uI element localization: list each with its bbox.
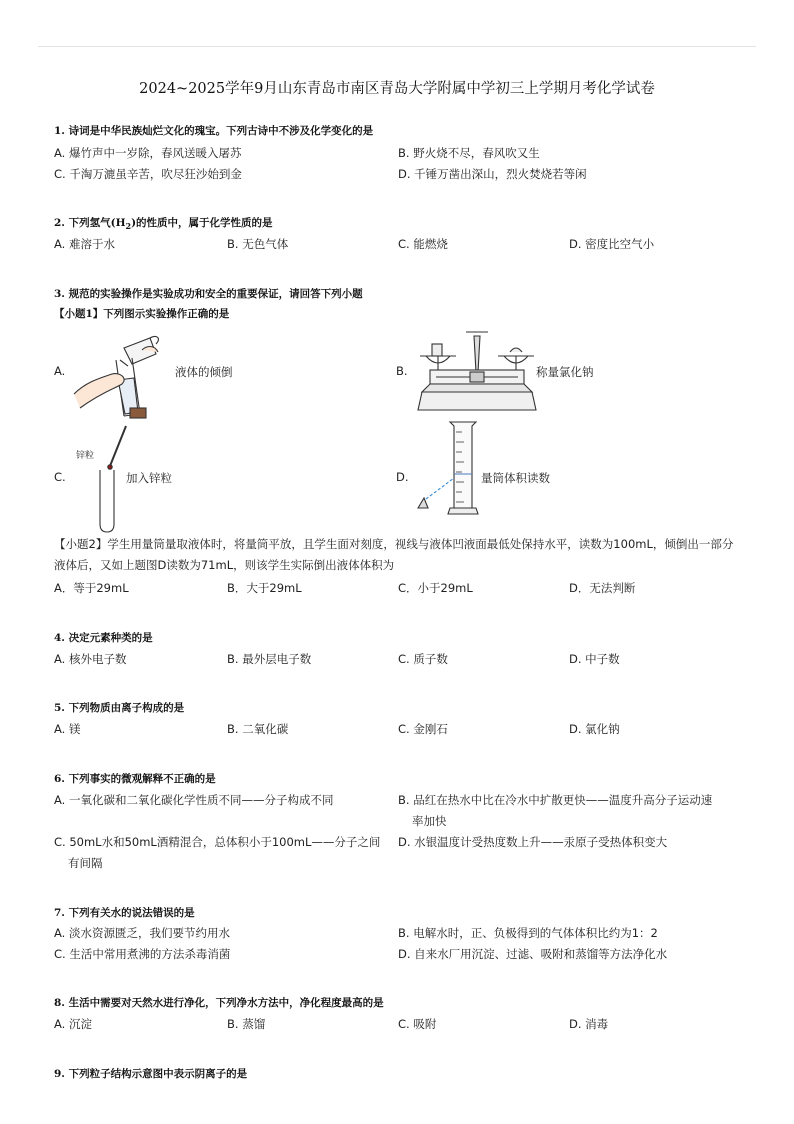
fig-a-label: 液体的倾倒: [175, 365, 233, 379]
q7-option-d: D. 自来水厂用沉淀、过滤、吸附和蒸馏等方法净化水: [398, 947, 668, 961]
fig-d-cylinder-illustration: [414, 418, 484, 520]
q3-option-c: C．小于29mL: [398, 581, 473, 595]
q7-option-c: C. 生活中常用煮沸的方法杀毒消菌: [54, 947, 231, 961]
fig-b-balance-illustration: [416, 330, 538, 412]
q8-option-b: B. 蒸馏: [227, 1017, 266, 1031]
q3-option-a: A．等于29mL: [54, 581, 129, 595]
q2-option-d: D. 密度比空气小: [569, 237, 655, 251]
q4-option-b: B. 最外层电子数: [227, 652, 312, 666]
fig-c-letter: C.: [54, 470, 66, 484]
q3-option-b: B．大于29mL: [227, 581, 302, 595]
q5-option-b: B. 二氧化碳: [227, 722, 289, 736]
q8-stem: 8. 生活中需要对天然水进行净化，下列净水方法中，净化程度最高的是: [54, 997, 384, 1009]
q3-sub1: 【小题1】下列图示实验操作正确的是: [54, 308, 230, 320]
q1-option-b: B. 野火烧不尽，春风吹又生: [398, 146, 540, 160]
fig-c-tag: 锌粒: [76, 451, 95, 461]
q6-option-b-line2: 率加快: [412, 814, 447, 828]
q3-option-d: D．无法判断: [569, 581, 636, 595]
fig-b-label: 称量氯化钠: [536, 365, 594, 379]
q4-stem: 4. 决定元素种类的是: [54, 632, 153, 644]
q2-stem: [54, 215, 273, 231]
q9-stem: 9. 下列粒子结构示意图中表示阴离子的是: [54, 1068, 248, 1080]
q8-option-a: A. 沉淀: [54, 1017, 92, 1031]
q5-option-c: C. 金刚石: [398, 722, 448, 736]
q8-option-c: C. 吸附: [398, 1017, 437, 1031]
fig-d-letter: D.: [396, 470, 409, 484]
q7-stem: 7. 下列有关水的说法错误的是: [54, 907, 195, 919]
q5-option-d: D. 氯化钠: [569, 722, 620, 736]
q2-option-b: B. 无色气体: [227, 237, 289, 251]
q1-option-d: D. 千锤万凿出深山，烈火焚烧若等闲: [398, 167, 587, 181]
q7-option-b: B. 电解水时，正、负极得到的气体体积比约为1：2: [398, 926, 658, 940]
q4-option-d: D. 中子数: [569, 652, 620, 666]
q6-stem: 6. 下列事实的微观解释不正确的是: [54, 773, 216, 785]
q2-stem-pre: 2. 下列氢气(H: [54, 217, 126, 229]
q3-stem: 3. 规范的实验操作是实验成功和安全的重要保证，请回答下列小题: [54, 288, 363, 300]
q6-option-a: A. 一氧化碳和二氧化碳化学性质不同——分子构成不同: [54, 793, 334, 807]
q1-option-c: C. 千淘万漉虽辛苦，吹尽狂沙始到金: [54, 167, 242, 181]
q1-stem: 1. 诗词是中华民族灿烂文化的瑰宝。下列古诗中不涉及化学变化的是: [54, 125, 374, 137]
fig-c-test-tube-illustration: [96, 404, 156, 534]
fig-b-letter: B.: [396, 364, 408, 378]
q6-option-c-line1: C. 50mL水和50mL酒精混合，总体积小于100mL——分子之间: [54, 835, 381, 849]
q6-option-d: D. 水银温度计受热度数上升——汞原子受热体积变大: [398, 835, 668, 849]
q2-stem-post: )的性质中，属于化学性质的是: [131, 217, 273, 229]
header-divider: [38, 46, 756, 47]
q2-option-a: A. 难溶于水: [54, 237, 115, 251]
q5-stem: 5. 下列物质由离子构成的是: [54, 702, 185, 714]
fig-a-letter: A.: [54, 364, 66, 378]
page-title: 2024~2025学年9月山东青岛市南区青岛大学附属中学初三上学期月考化学试卷: [139, 81, 655, 97]
q4-option-a: A. 核外电子数: [54, 652, 127, 666]
q1-option-a: A. 爆竹声中一岁除，春风送暖入屠苏: [54, 146, 242, 160]
q4-option-c: C. 质子数: [398, 652, 448, 666]
q6-option-b-line1: B. 品红在热水中比在冷水中扩散更快——温度升高分子运动速: [398, 793, 713, 807]
q8-option-d: D. 消毒: [569, 1017, 609, 1031]
q7-option-a: A. 淡水资源匮乏，我们要节约用水: [54, 926, 230, 940]
fig-c-label: 加入锌粒: [126, 471, 172, 485]
q2-option-c: C. 能燃烧: [398, 237, 448, 251]
q2-stem-sub: 2: [125, 221, 132, 232]
q3-sub2: 【小题2】学生用量筒量取液体时，将量筒平放，且学生面对刻度，视线与液体凹液面最低处保持水平，读数为100mL，倾倒出一部分液体后，又如上题图D读数为71mL，则该学生实际倒出液体体积为: [54, 537, 734, 572]
q5-option-a: A. 镁: [54, 722, 81, 736]
fig-d-label: 量筒体积读数: [481, 471, 550, 485]
q6-option-c-line2: 有间隔: [68, 856, 103, 870]
